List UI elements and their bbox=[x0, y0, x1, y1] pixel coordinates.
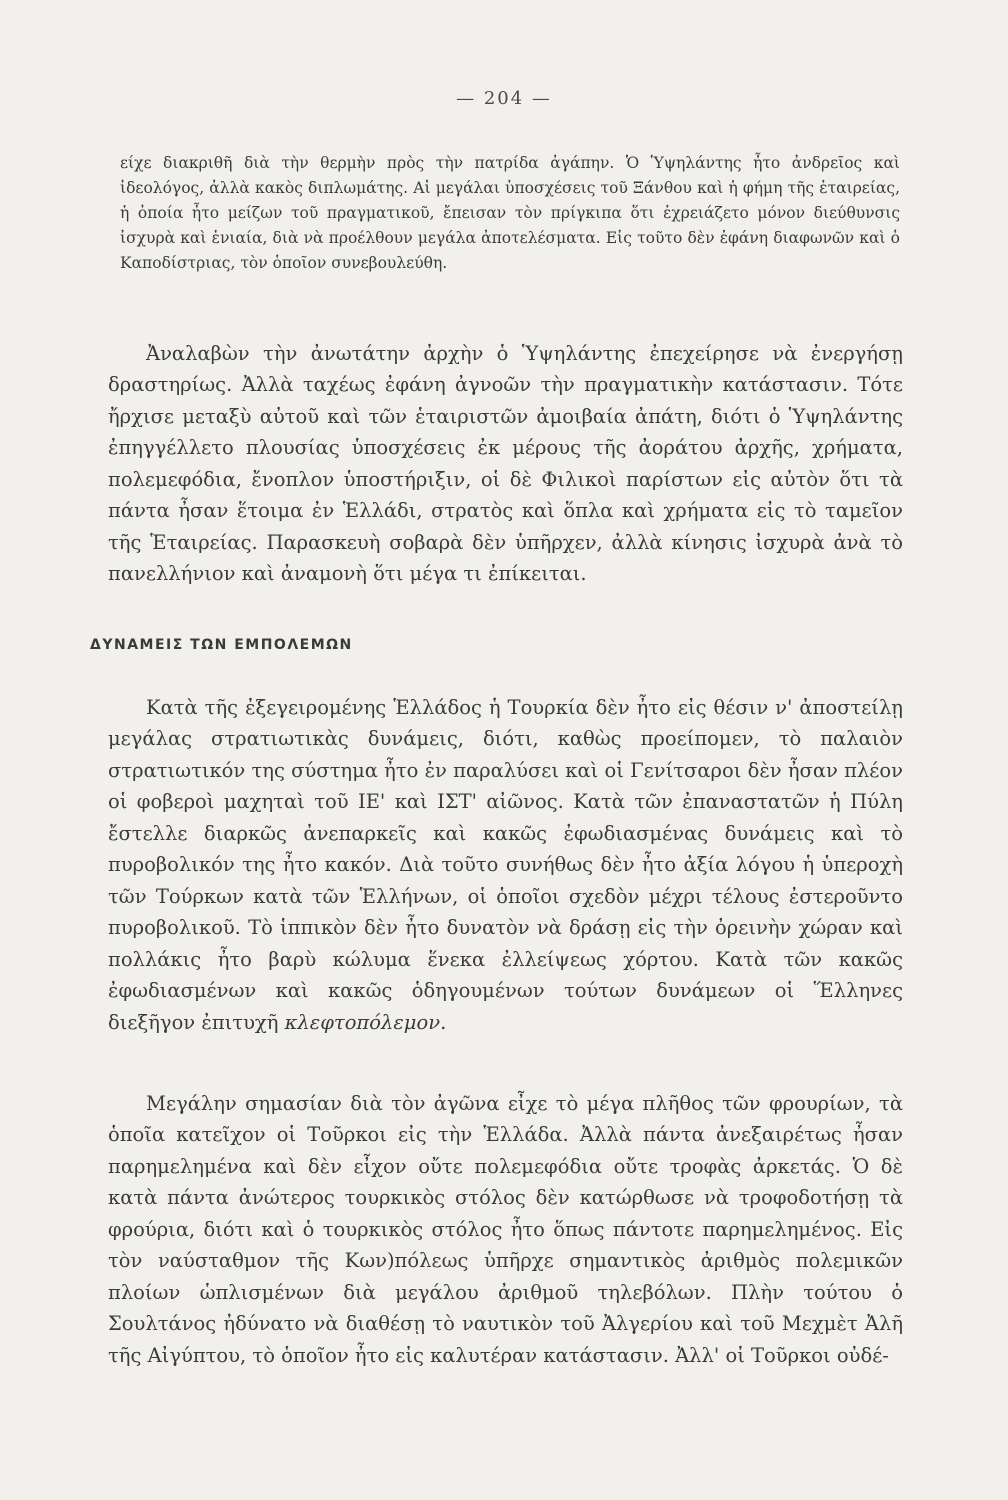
paragraph-1: Ἀναλαβὼν τὴν ἀνωτάτην ἀρχὴν ὁ Ὑψηλάντης ἐπεχείρησε νὰ ἐνεργήσῃ δραστηρίως. Ἀλλὰ ταχέως ἐφάνη ἀγνοῶν τὴν πραγματικὴν κατάστασιν. Τότε ἤρχισε μεταξὺ αὐτοῦ καὶ τῶν ἑταιριστῶν ἀμοιβαία ἀπάτη, διότι ὁ Ὑψηλάντης ἐπηγγέλλετο πλουσίας ὑποσχέσεις ἐκ μέρους τῆς ἀοράτου ἀρχῆς, χρήματα, πολεμεφόδια, ἔνοπλον ὑποστήριξιν, οἱ δὲ Φιλικοὶ παρίστων εἰς αὐτὸν ὅτι τὰ πάντα ἦσαν ἕτοιμα ἐν Ἑλλάδι, στρατὸς καὶ ὅπλα καὶ χρήματα εἰς τὸ ταμεῖον τῆς Ἑταιρείας. Παρασκευὴ σοβαρὰ δὲν ὑπῆρχεν, ἀλλὰ κίνησις ἰσχυρὰ ἀνὰ τὸ πανελλήνιον καὶ ἀναμονὴ ὅτι μέγα τι ἐπίκειται. bbox=[108, 341, 903, 585]
paragraph-block-2 bbox=[108, 672, 903, 1058]
section-heading: ΔΥΝΑΜΕΙΣ ΤΩΝ ΕΜΠΟΛΕΜΩΝ bbox=[90, 637, 353, 653]
paragraph-2-text: Κατὰ τῆς ἐξεγειρομένης Ἑλλάδος ἡ Τουρκία δὲν ἦτο εἰς θέσιν ν' ἀποστείλῃ μεγάλας στρατιωτικὰς δυνάμεις, διότι, καθὼς προείπομεν, τὸ παλαιὸν στρατιωτικόν της σύστημα ἦτο ἐν παραλύσει καὶ οἱ Γενίτσαροι δὲν ἦσαν πλέον οἱ φοβεροὶ μαχηταὶ τοῦ ΙΕ' καὶ ΙΣΤ' αἰῶνος. Κατὰ τῶν ἐπαναστατῶν ἡ Πύλη ἔστελλε διαρκῶς ἀνεπαρκεῖς καὶ κακῶς ἐφωδιασμένας δυνάμεις καὶ τὸ πυροβολικόν της ἦτο κακόν. Διὰ τοῦτο συνήθως δὲν ἦτο ἀξία λόγου ἡ ὑπεροχὴ τῶν Τούρκων κατὰ τῶν Ἑλλήνων, οἱ ὁποῖοι σχεδὸν μέχρι τέλους ἐστεροῦντο πυροβολικοῦ. Τὸ ἱππικὸν δὲν ἦτο δυνατὸν νὰ δράσῃ εἰς τὴν ὀρεινὴν χώραν καὶ πολλάκις ἦτο βαρὺ κώλυμα ἕνεκα ἐλλείψεως χόρτου. Κατὰ τῶν κακῶς ἐφωδιασμένων καὶ κακῶς ὁδηγουμένων τούτων δυνάμεων οἱ Ἕλληνες διεξῆγον ἐπιτυχῆ bbox=[108, 695, 903, 1034]
intro-paragraph-block bbox=[120, 135, 900, 291]
page-number: — 204 — bbox=[456, 88, 552, 109]
paragraph-block-1 bbox=[108, 318, 903, 609]
paragraph-3: Μεγάλην σημασίαν διὰ τὸν ἀγῶνα εἶχε τὸ μέγα πλῆθος τῶν φρουρίων, τὰ ὁποῖα κατεῖχον οἱ Τοῦρκοι εἰς τὴν Ἑλλάδα. Ἀλλὰ πάντα ἀνεξαιρέτως ἦσαν παρημελημένα καὶ δὲν εἶχον οὔτε πολεμεφόδια οὔτε τροφὰς ἀρκετάς. Ὁ δὲ κατὰ πάντα ἀνώτερος τουρκικὸς στόλος δὲν κατώρθωσε νὰ τροφοδοτήσῃ τὰ φρούρια, διότι καὶ ὁ τουρκικὸς στόλος ἦτο ὅπως πάντοτε παρημελημένος. Εἰς τὸν ναύσταθμον τῆς Κων)πόλεως ὑπῆρχε σημαντικὸς ἀριθμὸς πολεμικῶν πλοίων ὡπλισμένων διὰ μεγάλου ἀριθμοῦ τηλεβόλων. Πλὴν τούτου ὁ Σουλτάνος ἠδύνατο νὰ διαθέσῃ τὸ ναυτικὸν τοῦ Ἀλγερίου καὶ τοῦ Μεχμὲτ Ἀλῆ τῆς Αἰγύπτου, τὸ ὁποῖον ἦτο εἰς καλυτέραν κατάστασιν. Ἀλλ' οἱ Τοῦρκοι οὐδέ- bbox=[108, 1091, 903, 1367]
paragraph-block-3 bbox=[108, 1068, 903, 1391]
paragraph-2 bbox=[108, 692, 903, 1039]
intro-paragraph: είχε διακριθῆ διὰ τὴν θερμὴν πρὸς τὴν πατρίδα ἀγάπην. Ὁ Ὑψηλάντης ἦτο ἀνδρεῖος καὶ ἰδεολόγος, ἀλλὰ κακὸς διπλωμάτης. Αἱ μεγάλαι ὑποσχέσεις τοῦ Ξάνθου καὶ ἡ φήμη τῆς ἑταιρείας, ἡ ὁποία ἦτο μείζων τοῦ πραγματικοῦ, ἔπεισαν τὸν πρίγκιπα ὅτι ἐχρειάζετο μόνον διεύθυνσις ἰσχυρὰ καὶ ἑνιαία, διὰ νὰ προέλθουν μεγάλα ἀποτελέσματα. Εἰς τοῦτο δὲν ἐφάνη διαφωνῶν καὶ ὁ Καποδίστριας, τὸν ὁποῖον συνεβουλεύθη. bbox=[120, 153, 900, 272]
paragraph-2-italic-end: κλεφτοπόλεμον. bbox=[284, 1010, 447, 1034]
